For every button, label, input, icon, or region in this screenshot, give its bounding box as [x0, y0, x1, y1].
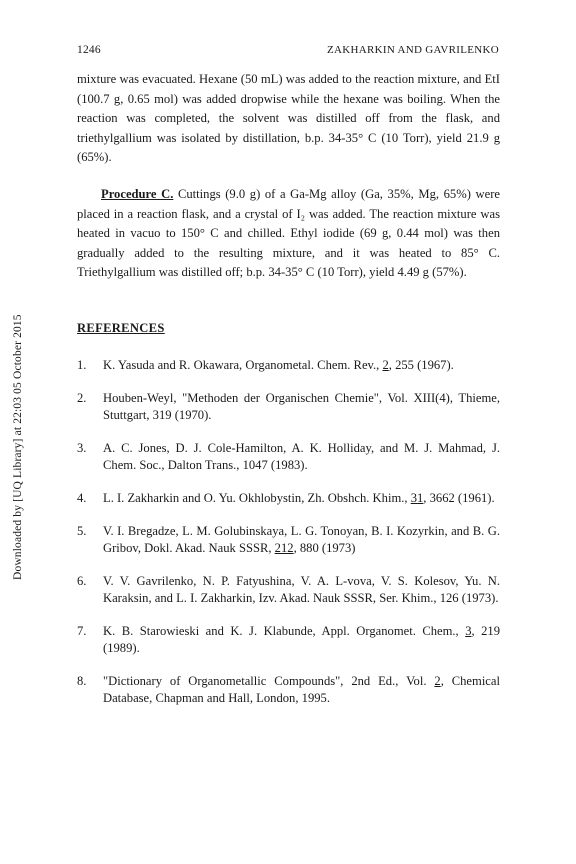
procedure-c-label: Procedure C.	[101, 187, 174, 201]
reference-number: 8.	[77, 674, 87, 688]
page-header	[77, 44, 499, 56]
reference-item	[77, 623, 500, 657]
reference-item	[77, 673, 500, 707]
paragraph-continued: mixture was evacuated. Hexane (50 mL) was added to the reaction mixture, and EtI (100.7 g, 0.65 mol) was added dropwise while the hexane was boiling. When the reaction was completed, the solvent was distilled off from the flask, and triethylgallium was isolated by distillation, b.p. 34-35° C (10 Torr), yield 21.9 g (65%).	[77, 72, 500, 164]
reference-text: K. B. Starowieski and K. J. Klabunde, Appl. Organomet. Chem., 3, 219 (1989).	[103, 624, 500, 655]
reference-number: 6.	[77, 574, 87, 588]
reference-item	[77, 440, 500, 474]
reference-item	[77, 573, 500, 607]
reference-item	[77, 523, 500, 557]
reference-number: 7.	[77, 624, 87, 638]
reference-text: K. Yasuda and R. Okawara, Organometal. Chem. Rev., 2, 255 (1967).	[103, 358, 454, 372]
references-list	[77, 357, 500, 723]
reference-number: 5.	[77, 524, 87, 538]
reference-number: 3.	[77, 441, 87, 455]
procedure-c-text: Cuttings (9.0 g) of a Ga-Mg alloy (Ga, 35%, Mg, 65%) were placed in a reaction flask, and a crystal of I₂ was added. The reaction mixture was heated in vacuo to 150° C and chilled. Ethyl iodide (69 g, 0.44 mol) was then gradually added to the resulting mixture, and it was heated to 85° C. Triethylgallium was distilled off; b.p. 34-35° C (10 Torr), yield 4.49 g (57%).	[77, 187, 500, 279]
running-title: ZAKHARKIN AND GAVRILENKO	[327, 44, 499, 56]
reference-number: 2.	[77, 391, 87, 405]
procedure-c-paragraph	[77, 185, 500, 283]
references-heading: REFERENCES	[77, 321, 165, 335]
reference-text: V. I. Bregadze, L. M. Golubinskaya, L. G. Tonoyan, B. I. Kozyrkin, and B. G. Gribov, Dokl. Akad. Nauk SSSR, 212, 880 (1973)	[103, 524, 500, 555]
reference-item	[77, 390, 500, 424]
reference-number: 1.	[77, 358, 87, 372]
reference-text: Houben-Weyl, "Methoden der Organischen Chemie", Vol. XIII(4), Thieme, Stuttgart, 319 (1970).	[103, 391, 500, 422]
reference-text: "Dictionary of Organometallic Compounds", 2nd Ed., Vol. 2, Chemical Database, Chapman and Hall, London, 1995.	[103, 674, 500, 705]
reference-text: L. I. Zakharkin and O. Yu. Okhlobystin, Zh. Obshch. Khim., 31, 3662 (1961).	[103, 491, 495, 505]
reference-item	[77, 357, 500, 374]
page-number: 1246	[77, 44, 101, 56]
download-stamp-text: Downloaded by [UQ Library] at 22:03 05 October 2015	[12, 314, 24, 580]
reference-text: V. V. Gavrilenko, N. P. Fatyushina, V. A. L-vova, V. S. Kolesov, Yu. N. Karaksin, and L. I. Zakharkin, Izv. Akad. Nauk SSSR, Ser. Khim., 126 (1973).	[103, 574, 500, 605]
reference-item	[77, 490, 500, 507]
reference-text: A. C. Jones, D. J. Cole-Hamilton, A. K. Holliday, and M. J. Mahmad, J. Chem. Soc., Dalton Trans., 1047 (1983).	[103, 441, 500, 472]
reference-number: 4.	[77, 491, 87, 505]
